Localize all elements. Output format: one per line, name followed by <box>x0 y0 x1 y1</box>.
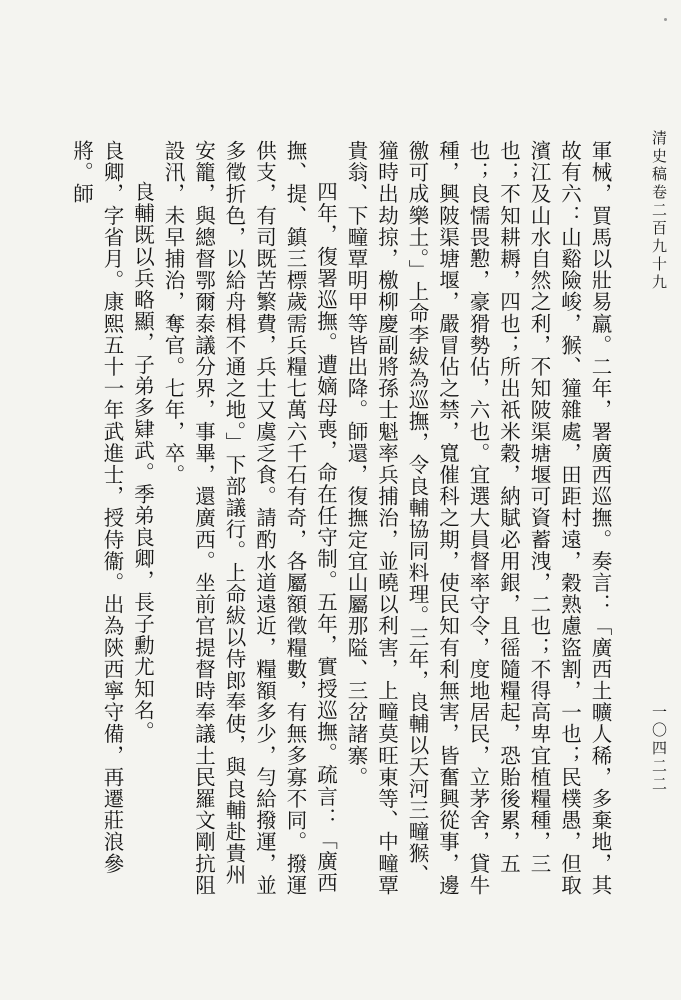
book-title: 清史稿卷二百九十九 <box>650 130 668 292</box>
paragraph-1: 軍械，買馬以壯易羸。二年，署廣西巡撫。奏言：「廣西土曠人稀，多棄地，其故有六：山谿險峻，𤠣、獞雜處，田距村遠，穀熟慮盜割，一也；民樸愚，但取濱江及山水自然之利，不知陂渠塘堰可資蓄洩，二也；不得高卑宜植糧種，三也；不知耕耨，四也；所出祇米穀，納賦必用銀，且徭隨糧起，恐貽後累，五也；良懦畏懃，豪猾勢佔，六也。宜選大員督率守令，度地居民，立茅舍，貸牛種，興陂渠塘堰，嚴冒佔之禁，寬催科之期，使民知有利無害，皆奮興從事，邊徼可成樂土。」上命李紱為巡撫，令良輔協同料理。三年，良輔以天河三疃𤠣、獞時出劫掠，檄柳慶副將孫士魁率兵捕治，並曉以利害，上疃莫旺東等、中疃覃貴翁、下疃覃明甲等皆出降。師還，復撫定宜山屬那隘、三岔諸寨。 <box>344 140 612 896</box>
paragraph-4: 良卿，字省月。康熙五十一年武進士，授侍衞。出為陝西寧守備，再遷莊浪參將。師 <box>69 140 124 875</box>
body-text <box>69 140 615 900</box>
page-number-container <box>640 704 670 794</box>
scan-speck <box>664 18 667 21</box>
page-header <box>640 130 670 292</box>
paragraph-2: 四年，復署巡撫。遭嫡母喪，命在任守制。五年，實授巡撫。疏言：「廣西撫、提、鎮三標歲需兵糧七萬六千石有奇，各屬額徵糧數，有無多寡不同。撥運供支，有司既苦繁費，兵士又虞乏食。請酌水道遠近，糧額多少，勻給撥運，並多徵折色，以給舟楫不通之地。」下部議行。上命紱以侍郎奉使，與良輔赴貴州安籠，與總督鄂爾泰議分界，事畢，還廣西。坐前官提督時奉議土民羅文剛抗阻設汛，未早捕治，奪官。七年，卒。 <box>161 140 338 896</box>
paragraph-3: 良輔既以兵略顯，子弟多肄武。季弟良卿，長子勳尤知名。 <box>130 181 155 743</box>
page-number: 一〇四二二 <box>650 704 668 794</box>
